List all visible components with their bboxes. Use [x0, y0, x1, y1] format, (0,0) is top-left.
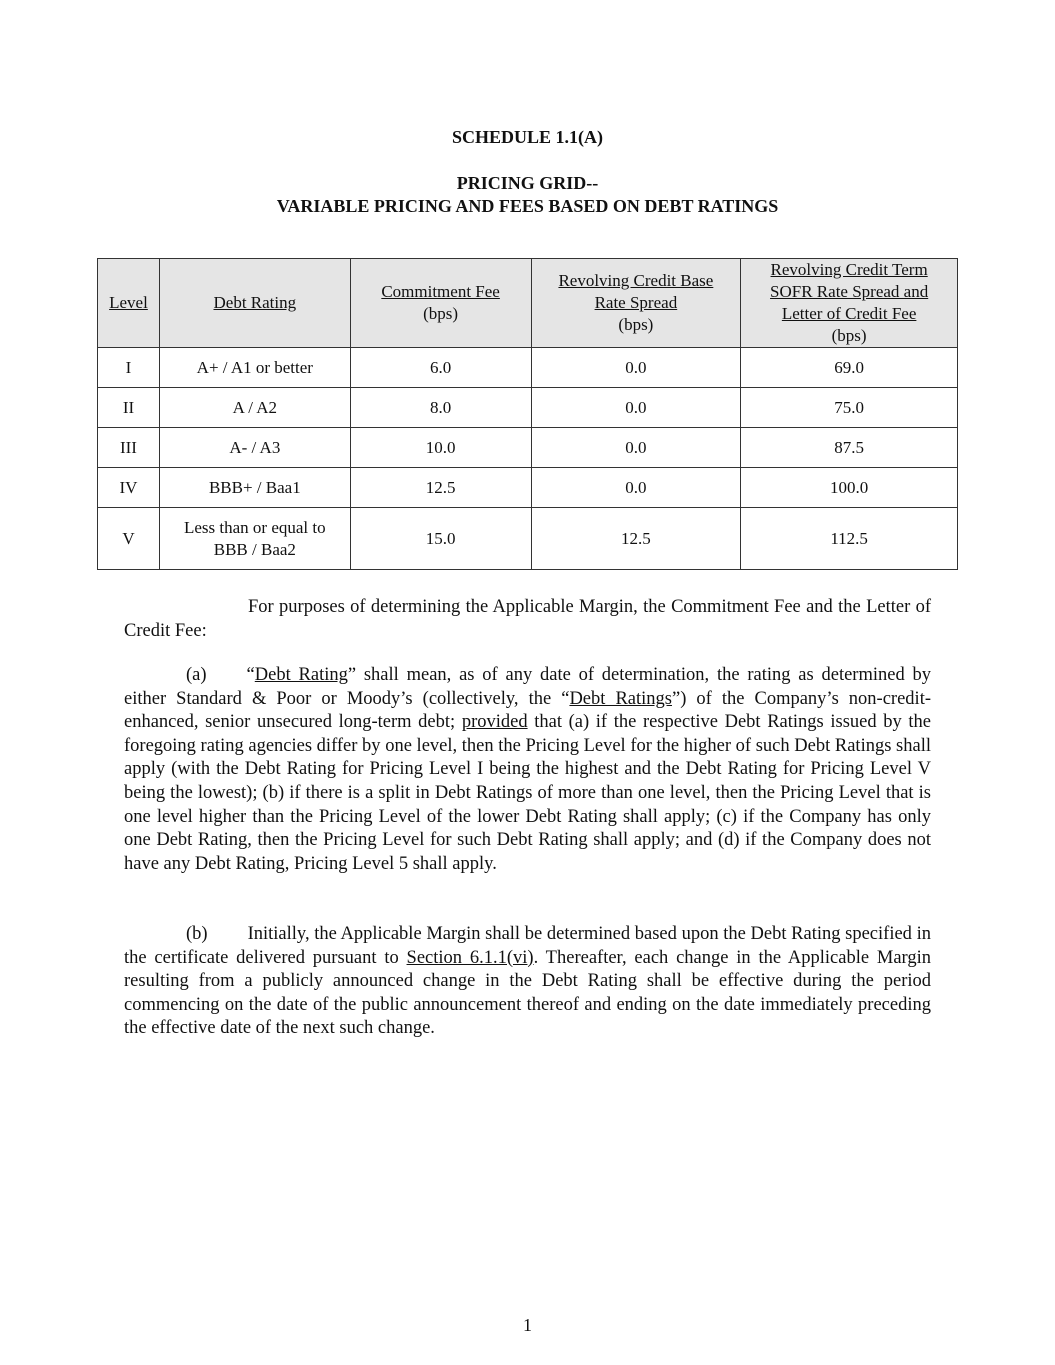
- table-header-row: [98, 259, 958, 348]
- cell-sofr-spread: 75.0: [741, 388, 958, 428]
- cell-level: V: [98, 508, 160, 570]
- section-reference: Section 6.1.1(vi): [406, 947, 534, 968]
- cell-sofr-spread: 100.0: [741, 468, 958, 508]
- cell-level: I: [98, 348, 160, 388]
- pricing-grid-table: [97, 258, 958, 570]
- title-line-2: VARIABLE PRICING AND FEES BASED ON DEBT RATINGS: [276, 196, 779, 216]
- defined-term-debt-ratings: Debt Ratings: [569, 688, 672, 709]
- header-sofr-spread: Revolving Credit Term SOFR Rate Spread and Letter of Credit Fee (bps): [741, 259, 958, 348]
- term-provided: provided: [461, 712, 528, 733]
- table-row: [98, 348, 958, 388]
- table-row: [98, 388, 958, 428]
- cell-base-rate-spread: 0.0: [531, 468, 741, 508]
- table-row: [98, 508, 958, 570]
- table-row: [98, 468, 958, 508]
- paragraph-a: (a) “Debt Rating” shall mean, as of any date of determination, the rating as determined by either Standard & Poor or Moody’s (collectively, the “Debt Ratings”) of the Company’s non-credit-enhanced, senior unsecured long-term debt; provided that (a) if the respective Debt Ratings issued by the foregoing rating agencies differ by one level, then the Pricing Level for the higher of such Debt Ratings shall apply (with the Debt Rating for Pricing Level I being the highest and the Debt Rating for Pricing Level V being the lowest); (b) if there is a split in Debt Ratings of more than one level, then the Pricing Level that is one level higher than the Pricing Level of the lower Debt Rating shall apply; (c) if the Company has only one Debt Rating, then the Pricing Level for such Debt Rating shall apply; and (d) if the Company does not have any Debt Rating, Pricing Level 5 shall apply.: [124, 665, 932, 874]
- cell-commitment-fee: 15.0: [350, 508, 531, 570]
- paragraph-a-label: (a): [186, 665, 207, 685]
- title-line-1: PRICING GRID--: [456, 173, 599, 193]
- cell-base-rate-spread: 0.0: [531, 348, 741, 388]
- intro-paragraph: For purposes of determining the Applicable Margin, the Commitment Fee and the Letter of Credit Fee:: [124, 597, 931, 641]
- table-row: [98, 428, 958, 468]
- page-number: 1: [523, 1315, 532, 1335]
- cell-commitment-fee: 12.5: [350, 468, 531, 508]
- cell-level: III: [98, 428, 160, 468]
- cell-commitment-fee: 6.0: [350, 348, 531, 388]
- cell-base-rate-spread: 0.0: [531, 428, 741, 468]
- cell-debt-rating: Less than or equal to BBB / Baa2: [159, 508, 350, 570]
- cell-debt-rating: A- / A3: [159, 428, 350, 468]
- cell-commitment-fee: 10.0: [350, 428, 531, 468]
- cell-sofr-spread: 69.0: [741, 348, 958, 388]
- cell-base-rate-spread: 12.5: [531, 508, 741, 570]
- paragraph-b-label: (b): [186, 924, 208, 944]
- cell-level: II: [98, 388, 160, 428]
- cell-base-rate-spread: 0.0: [531, 388, 741, 428]
- header-debt-rating: Debt Rating: [159, 259, 350, 348]
- cell-debt-rating: BBB+ / Baa1: [159, 468, 350, 508]
- cell-sofr-spread: 87.5: [741, 428, 958, 468]
- header-commitment-fee: Commitment Fee (bps): [350, 259, 531, 348]
- cell-debt-rating: A / A2: [159, 388, 350, 428]
- header-level: Level: [98, 259, 160, 348]
- defined-term-debt-rating: Debt Rating: [254, 665, 348, 685]
- cell-commitment-fee: 8.0: [350, 388, 531, 428]
- header-base-rate-spread: Revolving Credit Base Rate Spread (bps): [531, 259, 741, 348]
- cell-debt-rating: A+ / A1 or better: [159, 348, 350, 388]
- schedule-heading: SCHEDULE 1.1(A): [451, 127, 603, 147]
- cell-level: IV: [98, 468, 160, 508]
- paragraph-b: (b) Initially, the Applicable Margin shall be determined based upon the Debt Rating specified in the certificate delivered pursuant to Section 6.1.1(vi). Thereafter, each change in the Applicable Margin resulting from a publicly announced change in the Debt Rating shall be effective during the period commencing on the date of the public announcement thereof and ending on the date immediately preceding the effective date of the next such change.: [124, 924, 932, 1039]
- cell-sofr-spread: 112.5: [741, 508, 958, 570]
